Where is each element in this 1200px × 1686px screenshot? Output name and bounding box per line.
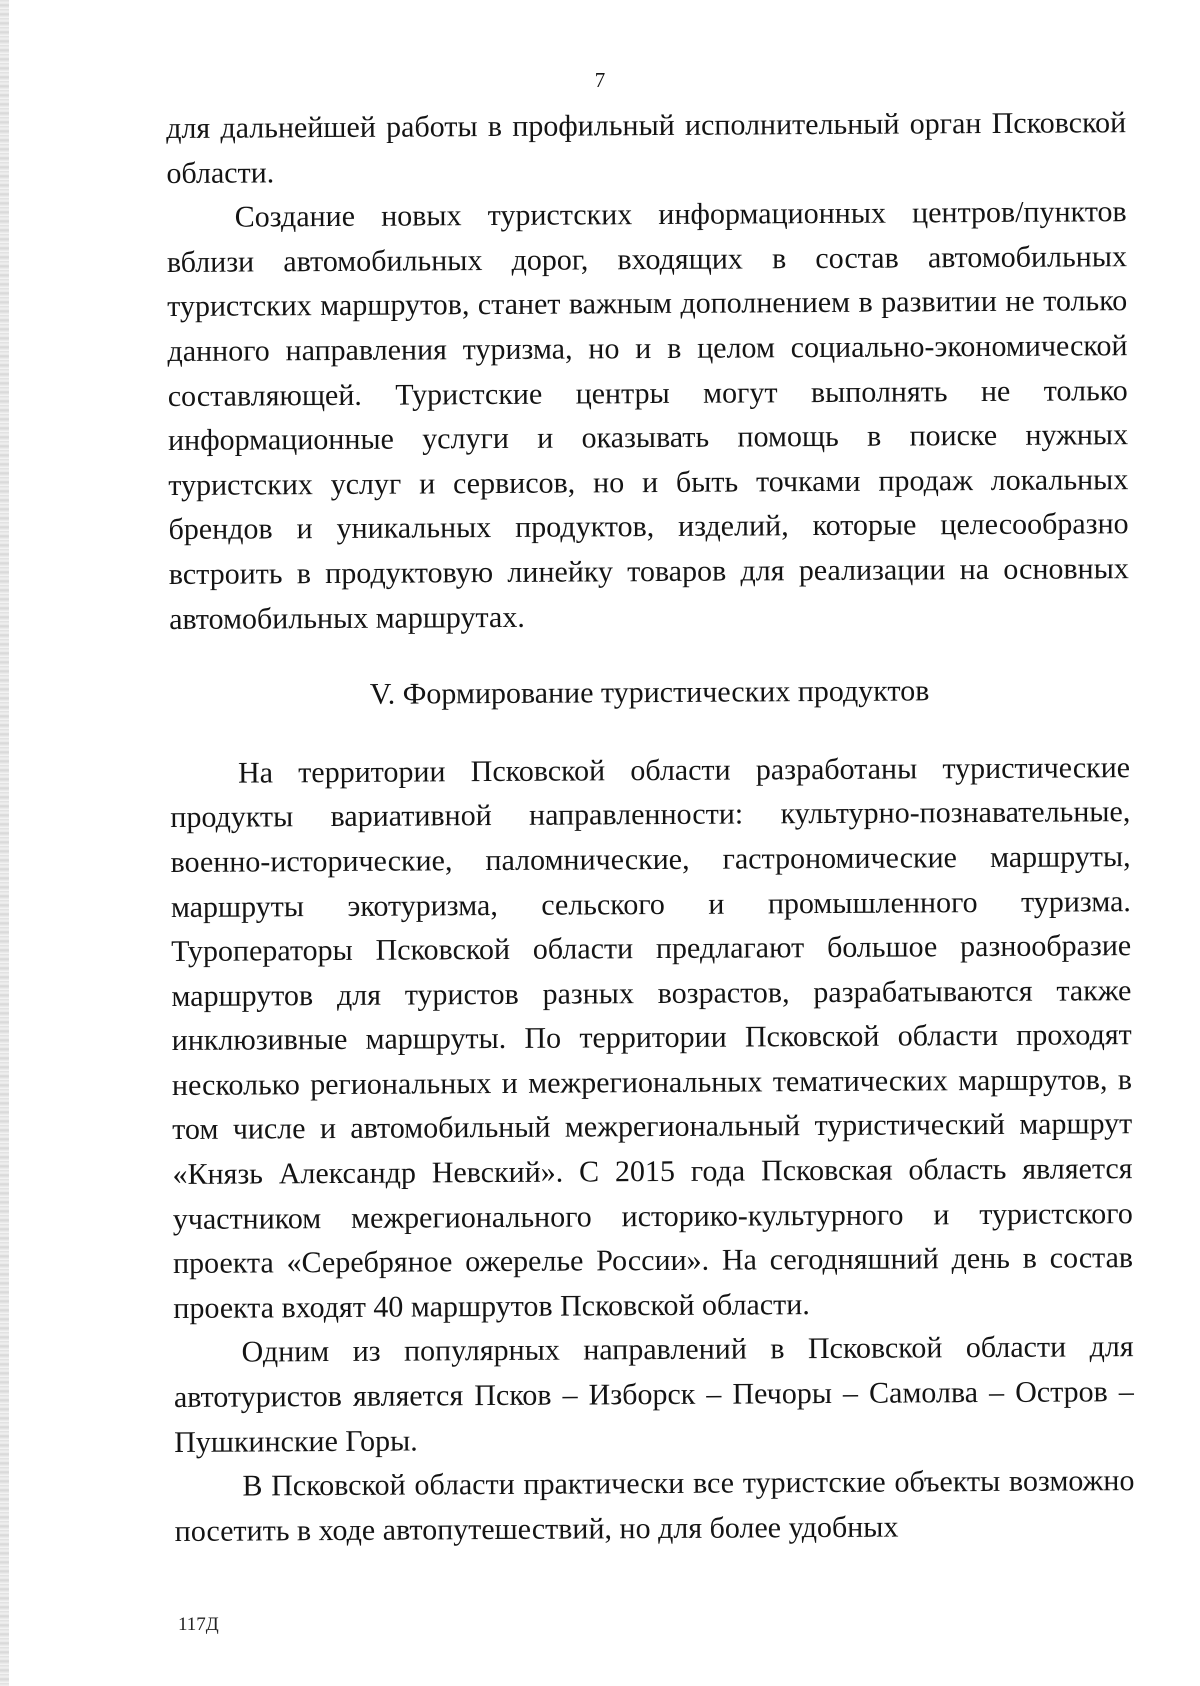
paragraph-auto-travel: В Псковской области практически все туристские объекты возможно посетить в ходе автопутешествий, но для более удобных xyxy=(174,1464,1135,1548)
section-heading: V. Формирование туристических продуктов xyxy=(369,674,930,711)
paragraph-tourist-products: На территории Псковской области разработаны туристические продукты вариативной направленности: культурно-познавательные, военно-исторические, паломнические, гастрономические маршруты, маршруты экотуризма, сельского и промышленного туризма. Туроператоры Псковской области предлагают большое разнообразие маршрутов для туристов разных возрастов, разрабатываются также инклюзивные маршруты. По территории Псковской области проходят несколько региональных и межрегиональных тематических маршрутов, в том числе и автомобильный межрегиональный туристический маршрут «Князь Александр Невский». С 2015 года Псковская область является участником межрегионального историко-культурного и туристского проекта «Серебряное ожерелье России». На сегодняшний день в состав проекта входят 40 маршрутов Псковской области. xyxy=(170,750,1134,1325)
page-number: 7 xyxy=(594,68,606,92)
paragraph-popular-route: Одним из популярных направлений в Псковской области для автотуристов является Псков – Изборск – Печоры – Самолва – Остров – Пушкинские Горы. xyxy=(173,1330,1134,1459)
scan-edge-shadow xyxy=(0,0,9,1686)
paragraph-tourist-centers: Создание новых туристских информационных центров/пунктов вблизи автомобильных дорог, входящих в состав автомобильных туристских маршрутов, станет важным дополнением в развитии не только данного направления туризма, но и в целом социально-экономической составляющей. Туристские центры могут выполнять не только информационные услуги и оказывать помощь в поиске нужных туристских услуг и сервисов, но и быть точками продаж локальных брендов и уникальных продуктов, изделий, которые целесообразно встроить в продуктовую линейку товаров для реализации на основных автомобильных маршрутах. xyxy=(166,195,1129,636)
document-code: 117Д xyxy=(178,1614,219,1635)
document-body xyxy=(166,101,1135,1554)
paragraph-continuation: для дальнейшей работы в профильный исполнительный орган Псковской области. xyxy=(166,106,1127,190)
